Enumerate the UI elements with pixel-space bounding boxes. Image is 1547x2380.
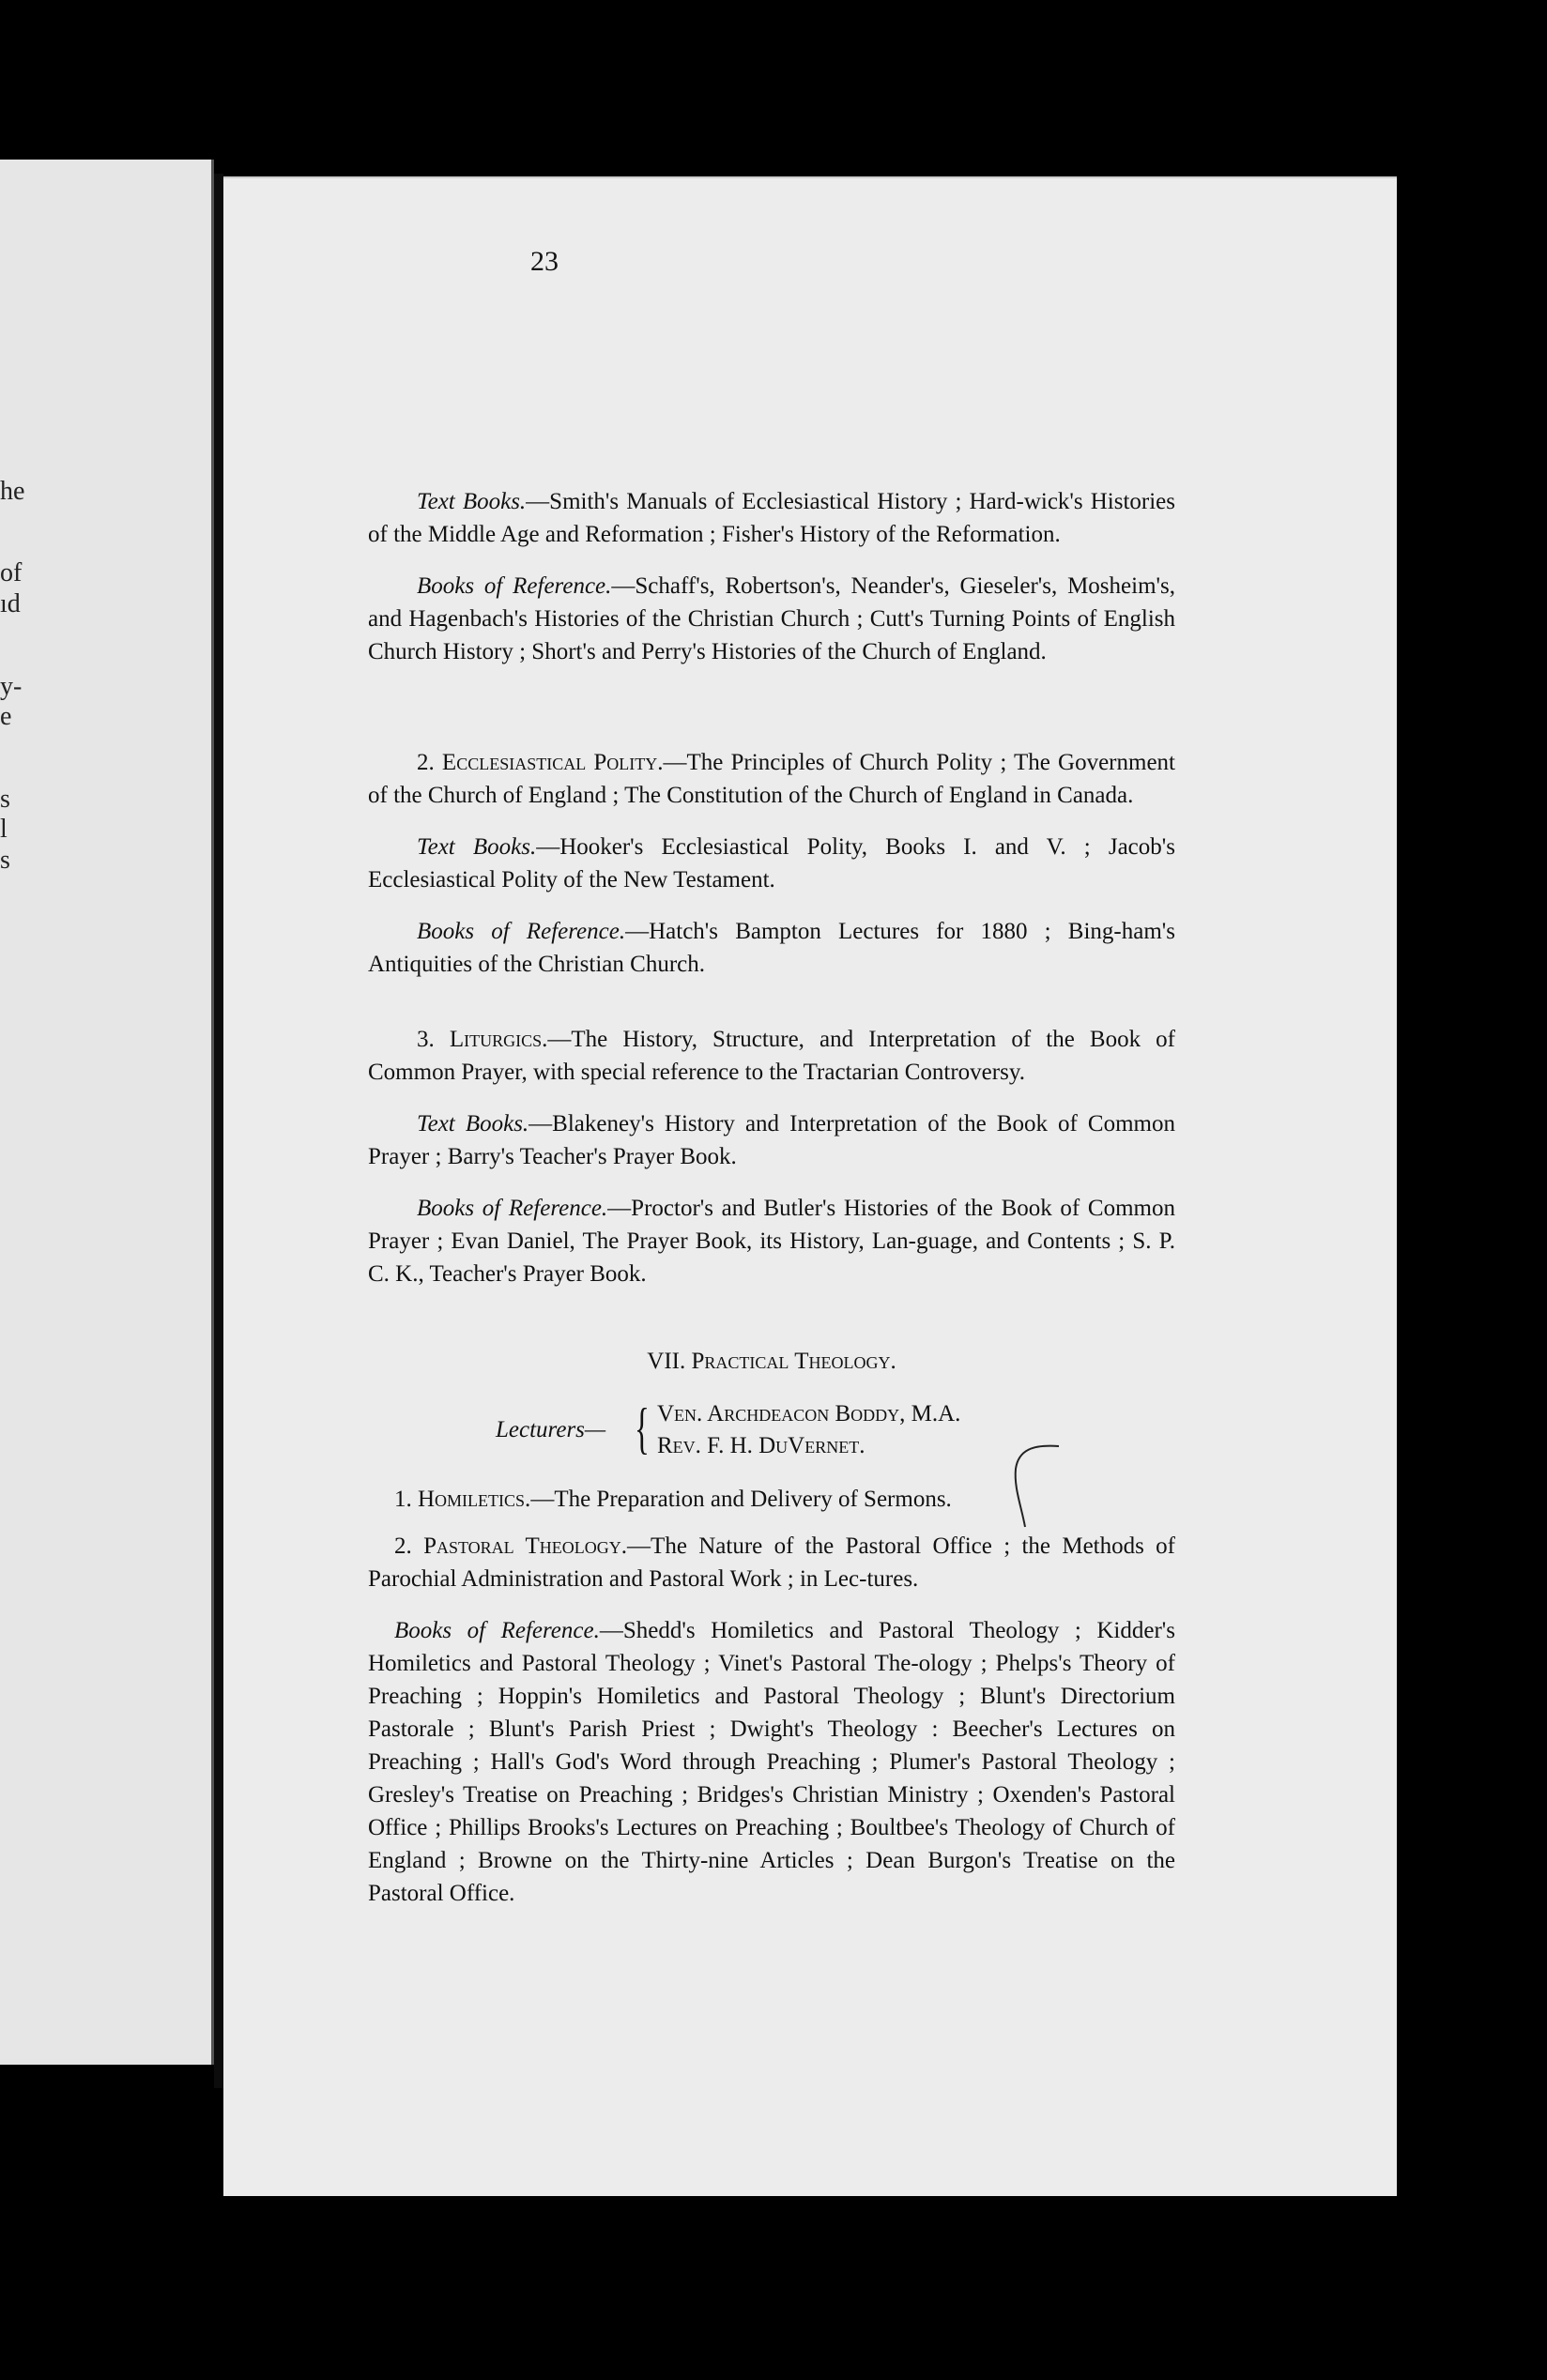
text-books-body: —Smith's Manuals of Ecclesiastical History ; Hard-wick's Histories of the Middle Age and Reformation ; Fisher's History of the Reformation. <box>368 489 1175 547</box>
pastoral-title: Pastoral Theology. <box>423 1533 628 1559</box>
lecturers-names <box>657 1398 960 1462</box>
left-page-edge <box>0 160 214 2065</box>
reference-body: —Shedd's Homiletics and Pastoral Theology ; Kidder's Homiletics and Pastoral Theology ; Vinet's Pastoral The-ology ; Phelps's Theory of Preaching ; Hoppin's Homiletics and Pastoral Theology ; Blunt's Directorium Pastorale ; Blunt's Parish Priest ; Dwight's Theology : Beecher's Lectures on Preaching ; Hall's God's Word through Preaching ; Plumer's Pastoral Theology ; Gresley's Treatise on Preaching ; Bridges's Christian Ministry ; Oxenden's Pastoral Office ; Phillips Brooks's Lectures on Preaching ; Boultbee's Theology of Church of England ; Browne on the Thirty-nine Articles ; Dean Burgon's Treatise on the Pastoral Office. <box>368 1618 1175 1906</box>
book-spine <box>214 174 223 2088</box>
text-books-body: —Blakeney's History and Interpretation of the Book of Common Prayer ; Barry's Teacher's Prayer Book. <box>368 1111 1175 1169</box>
text-books-body: —Hooker's Ecclesiastical Polity, Books I. and V. ; Jacob's Ecclesiastical Polity of the New Testament. <box>368 834 1175 892</box>
liturgics-number: 3. <box>417 1027 435 1052</box>
lecturer-name: Ven. Archdeacon Boddy, M.A. <box>657 1401 961 1426</box>
polity-paragraph <box>368 746 1175 812</box>
liturgics-paragraph <box>368 1023 1175 1089</box>
left-page-fragment: s <box>0 846 10 875</box>
reference-paragraph <box>368 570 1175 668</box>
reference-body: —Schaff's, Robertson's, Neander's, Gieseler's, Mosheim's, and Hagenbach's Histories of the Christian Church ; Cutt's Turning Points of English Church History ; Short's and Perry's Histories of the Church of England. <box>368 573 1175 664</box>
lecturer-name: Rev. F. H. DuVernet. <box>657 1433 865 1458</box>
pastoral-paragraph <box>368 1530 1175 1595</box>
pastoral-body: —The Nature of the Pastoral Office ; the Methods of Parochial Administration and Pastoral Work ; in Lec-tures. <box>368 1533 1175 1592</box>
pastoral-number: 2. <box>394 1533 412 1559</box>
liturgics-block <box>368 1023 1175 1290</box>
reference-body: —Proctor's and Butler's Histories of the Book of Common Prayer ; Evan Daniel, The Prayer Book, its History, Lan-guage, and Contents ; S. P. C. K., Teacher's Prayer Book. <box>368 1196 1175 1287</box>
section-number: VII. <box>647 1349 686 1374</box>
text-books-label: Text Books. <box>417 1111 529 1137</box>
pencil-mark <box>976 1441 1070 1534</box>
liturgics-text-books <box>368 1107 1175 1173</box>
polity-number: 2. <box>417 750 435 775</box>
homiletics-number: 1. <box>394 1487 412 1512</box>
homiletics-body: —The Preparation and Delivery of Sermons. <box>530 1487 952 1512</box>
polity-body: —The Principles of Church Polity ; The Government of the Church of England ; The Constitution of the Church of England in Canada. <box>368 750 1175 808</box>
liturgics-body: —The History, Structure, and Interpretation of the Book of Common Prayer, with special reference to the Tractarian Controversy. <box>368 1027 1175 1085</box>
lecturers-label: Lecturers— <box>496 1417 606 1442</box>
reference-body: —Hatch's Bampton Lectures for 1880 ; Bing-ham's Antiquities of the Christian Church. <box>368 919 1176 977</box>
practical-reference <box>368 1614 1175 1910</box>
liturgics-title: Liturgics. <box>449 1027 548 1052</box>
page-number: 23 <box>530 246 559 277</box>
left-page-fragment: of <box>0 558 23 587</box>
left-page-fragment: y- <box>0 672 23 701</box>
church-history-block <box>368 485 1175 668</box>
reference-label: Books of Reference. <box>394 1618 600 1643</box>
left-page-fragment: ıd <box>0 589 21 618</box>
section-heading <box>368 1349 1175 1375</box>
homiletics-title: Homiletics. <box>418 1487 531 1512</box>
practical-block <box>368 1483 1175 1910</box>
polity-reference <box>368 915 1175 981</box>
text-books-label: Text Books. <box>417 834 537 860</box>
polity-title: Ecclesiastical Polity. <box>441 750 664 775</box>
polity-block <box>368 746 1175 981</box>
reference-label: Books of Reference. <box>417 573 612 599</box>
reference-label: Books of Reference. <box>417 919 626 944</box>
polity-text-books <box>368 831 1175 896</box>
reference-label: Books of Reference. <box>417 1196 608 1221</box>
left-page-fragment: s <box>0 785 10 814</box>
left-page-fragment: l <box>0 815 8 844</box>
lecturers-brace: { <box>635 1397 650 1459</box>
left-page-fragment: e <box>0 702 12 731</box>
section-title: Practical Theology. <box>691 1349 896 1374</box>
liturgics-reference <box>368 1192 1175 1290</box>
text-books-label: Text Books. <box>417 489 527 514</box>
left-page-fragment: he <box>0 477 25 506</box>
text-books-paragraph <box>368 485 1175 551</box>
